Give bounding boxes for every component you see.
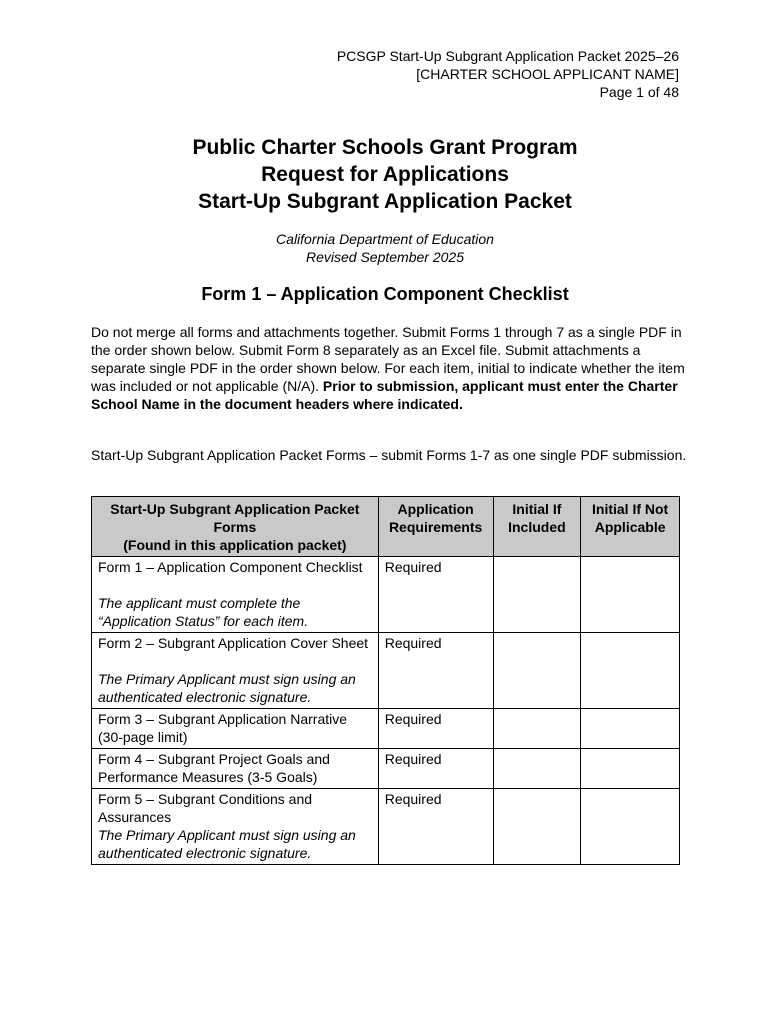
form-heading: Form 1 – Application Component Checklist [201, 284, 569, 304]
form-note: The Primary Applicant must sign using an authenticated electronic signature. [98, 671, 356, 705]
subtitle-department: California Department of Education [276, 231, 494, 247]
intro-text: Do not merge all forms and attachments together. Submit Forms 1 through 7 as a single PDF in the order shown below. Submit Form 8 separately as an Excel file. Submit attachments a separate single PDF in the order shown below. For each item, initial to indicate whether the item was included or not applicable (N/A). [91, 324, 685, 394]
intro-bold-text: Prior to submission, applicant must enter the Charter School Name in the document headers where indicated. [91, 378, 678, 412]
form-note: The Primary Applicant must sign using an authenticated electronic signature. [98, 827, 356, 861]
packet-forms-instruction: Start-Up Subgrant Application Packet Forms – submit Forms 1-7 as one single PDF submission. [91, 447, 687, 463]
table-row [92, 709, 680, 749]
checklist-table [91, 496, 680, 865]
form-name: Form 3 – Subgrant Application Narrative (30-page limit) [98, 711, 348, 745]
title-line-2: Request for Applications [261, 163, 509, 186]
title-line-3: Start-Up Subgrant Application Packet [198, 190, 572, 213]
header-page-number: Page 1 of 48 [599, 84, 679, 100]
document-subtitle [0, 230, 770, 266]
page-header [337, 47, 679, 101]
form-cell [92, 633, 379, 709]
requirement-cell: Required [378, 633, 493, 709]
initial-not-applicable-cell[interactable] [581, 557, 680, 633]
table-row [92, 557, 680, 633]
form-cell [92, 557, 379, 633]
intro-paragraph [91, 323, 691, 413]
form-cell [92, 789, 379, 865]
form-name: Form 5 – Subgrant Conditions and Assurances [98, 791, 313, 825]
form-name: Form 1 – Application Component Checklist [98, 559, 363, 575]
initial-included-cell[interactable] [493, 709, 581, 749]
requirement-cell: Required [378, 557, 493, 633]
requirement-cell: Required [378, 789, 493, 865]
header-forms [92, 497, 379, 557]
initial-not-applicable-cell[interactable] [581, 749, 680, 789]
document-title [0, 134, 770, 215]
header-applicant-name: [CHARTER SCHOOL APPLICANT NAME] [416, 66, 679, 82]
requirement-cell: Required [378, 749, 493, 789]
header-forms-line1: Start-Up Subgrant Application Packet Forms [110, 501, 360, 535]
requirement-cell: Required [378, 709, 493, 749]
form-name: Form 2 – Subgrant Application Cover Sheet [98, 635, 369, 651]
table-header-row [92, 497, 680, 557]
initial-not-applicable-cell[interactable] [581, 633, 680, 709]
header-not-applicable: Initial If Not Applicable [581, 497, 680, 557]
form-cell [92, 709, 379, 749]
header-included: Initial If Included [493, 497, 581, 557]
subtitle-revised-date: Revised September 2025 [306, 249, 464, 265]
table-row [92, 633, 680, 709]
initial-not-applicable-cell[interactable] [581, 789, 680, 865]
header-forms-line2: (Found in this application packet) [123, 537, 347, 553]
title-line-1: Public Charter Schools Grant Program [192, 136, 578, 159]
initial-included-cell[interactable] [493, 633, 581, 709]
header-requirements: Application Requirements [378, 497, 493, 557]
initial-not-applicable-cell[interactable] [581, 709, 680, 749]
table-row [92, 749, 680, 789]
initial-included-cell[interactable] [493, 789, 581, 865]
initial-included-cell[interactable] [493, 557, 581, 633]
form-name: Form 4 – Subgrant Project Goals and Performance Measures (3-5 Goals) [98, 751, 330, 785]
initial-included-cell[interactable] [493, 749, 581, 789]
form-cell [92, 749, 379, 789]
form-note: The applicant must complete the “Application Status” for each item. [98, 595, 309, 629]
table-row [92, 789, 680, 865]
header-packet-title: PCSGP Start-Up Subgrant Application Packet 2025–26 [336, 48, 679, 64]
